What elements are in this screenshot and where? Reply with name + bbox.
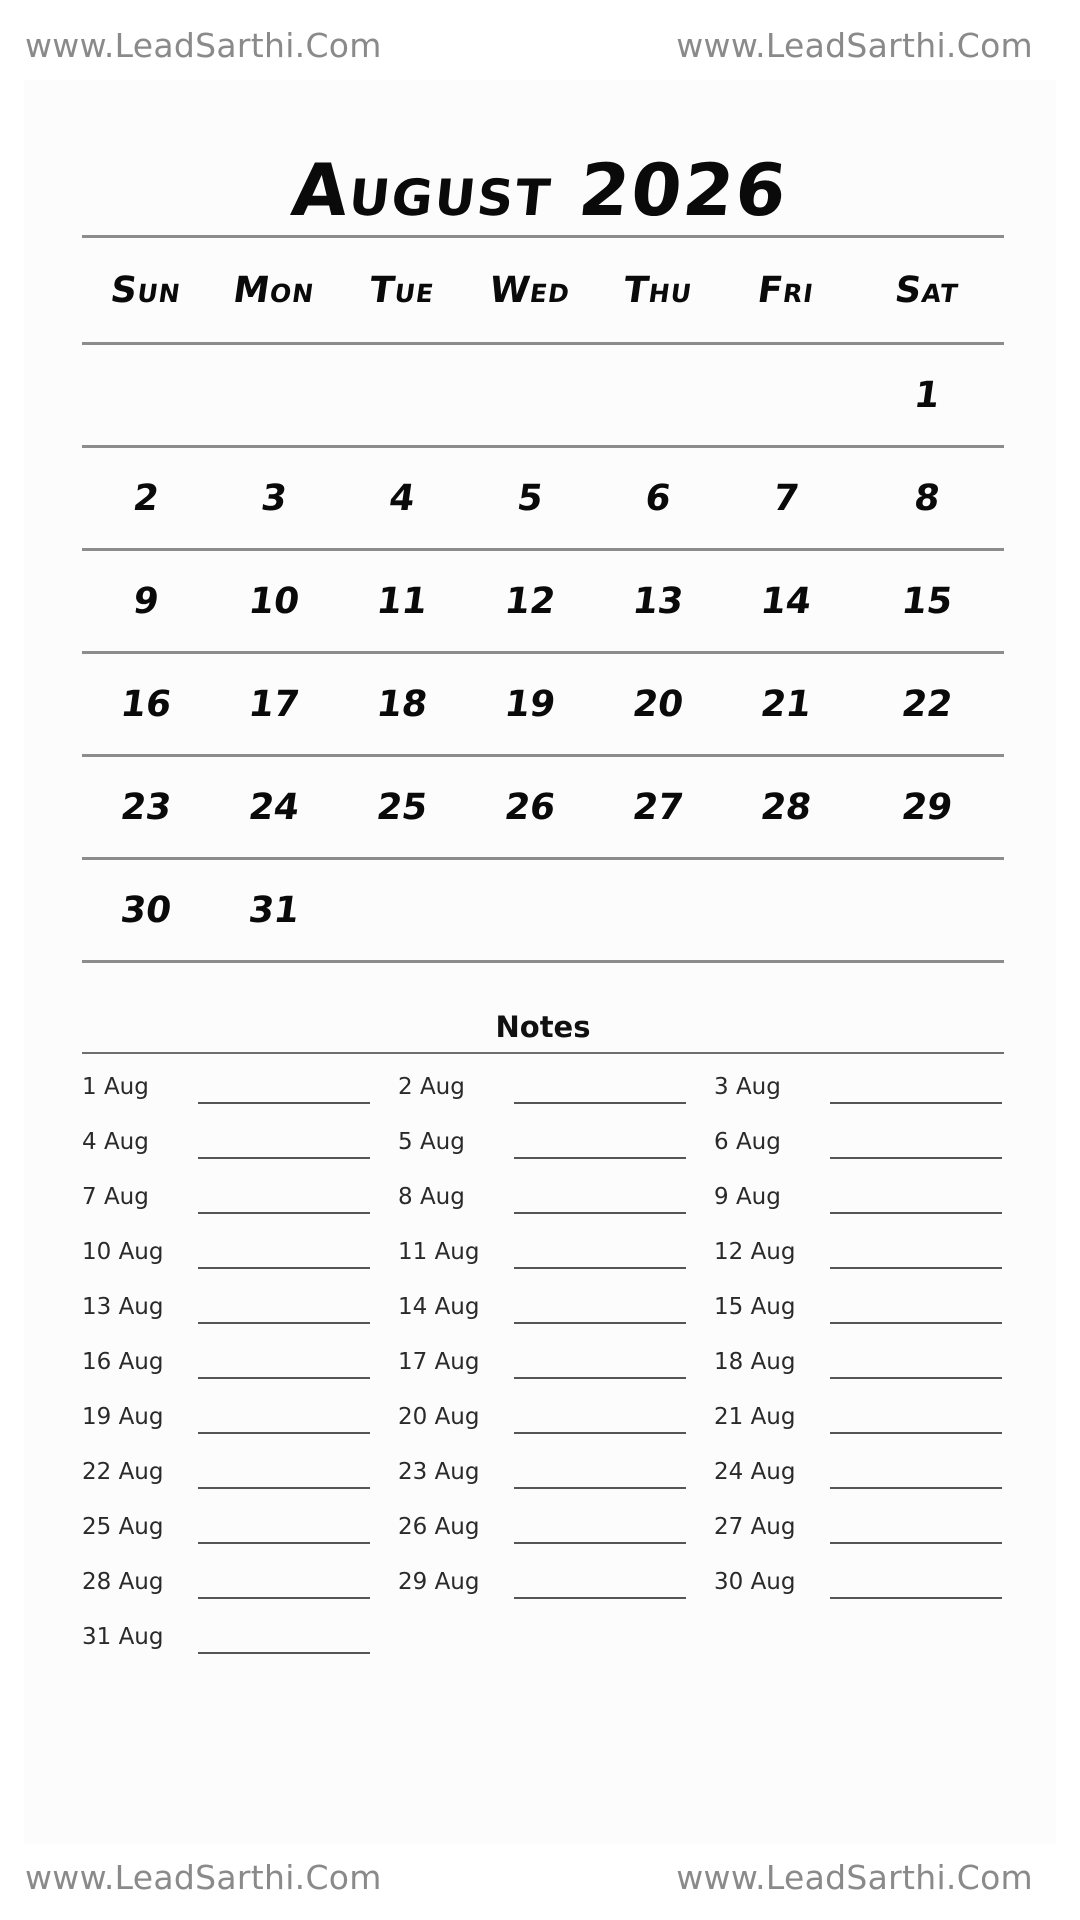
day-cell: 31 [246, 889, 302, 931]
note-write-line[interactable] [198, 1597, 370, 1599]
day-cell: 10 [246, 580, 302, 622]
note-date-label: 30 Aug [714, 1569, 796, 1595]
day-cell: 13 [630, 580, 686, 622]
note-write-line[interactable] [198, 1212, 370, 1214]
note-date-label: 20 Aug [398, 1404, 480, 1430]
weekday-sun: Sun [108, 269, 184, 311]
day-cell: 5 [514, 477, 546, 519]
note-write-line[interactable] [514, 1432, 686, 1434]
note-entry [398, 1345, 698, 1385]
weekday-tue: Tue [366, 269, 438, 311]
week-row-2 [82, 448, 1004, 548]
day-cell: 3 [258, 477, 290, 519]
note-entry [82, 1125, 382, 1165]
note-entry [398, 1455, 698, 1495]
grid-divider [82, 960, 1004, 963]
note-date-label: 31 Aug [82, 1624, 164, 1650]
note-entry [714, 1070, 1014, 1110]
note-write-line[interactable] [514, 1487, 686, 1489]
day-cell: 6 [642, 477, 674, 519]
note-entry [714, 1290, 1014, 1330]
calendar-title: August 2026 [287, 148, 793, 232]
week-row-5 [82, 757, 1004, 857]
note-write-line[interactable] [830, 1487, 1002, 1489]
note-entry [82, 1455, 382, 1495]
weekday-fri: Fri [755, 269, 817, 311]
note-date-label: 23 Aug [398, 1459, 480, 1485]
weekday-thu: Thu [620, 269, 696, 311]
note-write-line[interactable] [830, 1102, 1002, 1104]
note-entry [82, 1290, 382, 1330]
note-write-line[interactable] [514, 1377, 686, 1379]
note-write-line[interactable] [830, 1157, 1002, 1159]
note-date-label: 5 Aug [398, 1129, 465, 1155]
week-row-6 [82, 860, 1004, 960]
day-cell: 18 [374, 683, 430, 725]
note-write-line[interactable] [198, 1102, 370, 1104]
note-entry [714, 1345, 1014, 1385]
note-write-line[interactable] [198, 1432, 370, 1434]
note-write-line[interactable] [830, 1212, 1002, 1214]
note-entry [398, 1125, 698, 1165]
day-cell: 14 [758, 580, 814, 622]
note-entry [398, 1290, 698, 1330]
watermark-top-left: www.LeadSarthi.Com [25, 26, 382, 65]
note-entry [82, 1070, 382, 1110]
note-write-line[interactable] [514, 1322, 686, 1324]
note-write-line[interactable] [514, 1542, 686, 1544]
note-date-label: 17 Aug [398, 1349, 480, 1375]
day-cell: 28 [758, 786, 814, 828]
note-date-label: 26 Aug [398, 1514, 480, 1540]
calendar-grid [82, 235, 1004, 963]
note-write-line[interactable] [830, 1377, 1002, 1379]
day-cell: 26 [502, 786, 558, 828]
weekday-sat: Sat [892, 269, 962, 311]
note-write-line[interactable] [514, 1597, 686, 1599]
day-cell: 24 [246, 786, 302, 828]
note-entry [82, 1565, 382, 1605]
note-date-label: 13 Aug [82, 1294, 164, 1320]
note-entry [714, 1455, 1014, 1495]
day-cell: 9 [130, 580, 162, 622]
day-cell: 15 [899, 580, 955, 622]
note-entry [82, 1180, 382, 1220]
watermark-bottom-left: www.LeadSarthi.Com [25, 1858, 382, 1897]
day-cell: 19 [502, 683, 558, 725]
note-entry [714, 1235, 1014, 1275]
note-write-line[interactable] [198, 1157, 370, 1159]
week-row-4 [82, 654, 1004, 754]
note-entry [398, 1565, 698, 1605]
weekday-wed: Wed [486, 269, 574, 311]
notes-title: Notes [495, 1010, 591, 1044]
note-entry [714, 1565, 1014, 1605]
note-write-line[interactable] [198, 1487, 370, 1489]
note-entry [714, 1180, 1014, 1220]
note-entry [82, 1510, 382, 1550]
note-write-line[interactable] [830, 1322, 1002, 1324]
week-row-3 [82, 551, 1004, 651]
note-entry [714, 1400, 1014, 1440]
day-cell: 22 [899, 683, 955, 725]
note-date-label: 10 Aug [82, 1239, 164, 1265]
note-entry [398, 1400, 698, 1440]
note-date-label: 1 Aug [82, 1074, 149, 1100]
day-cell: 29 [899, 786, 955, 828]
day-cell: 17 [246, 683, 302, 725]
note-write-line[interactable] [198, 1377, 370, 1379]
day-cell: 12 [502, 580, 558, 622]
note-write-line[interactable] [514, 1157, 686, 1159]
note-write-line[interactable] [514, 1212, 686, 1214]
day-cell: 16 [118, 683, 174, 725]
note-date-label: 29 Aug [398, 1569, 480, 1595]
weekday-header-row [82, 238, 1004, 342]
note-entry [82, 1620, 382, 1660]
note-date-label: 3 Aug [714, 1074, 781, 1100]
note-date-label: 21 Aug [714, 1404, 796, 1430]
note-date-label: 24 Aug [714, 1459, 796, 1485]
note-write-line[interactable] [830, 1432, 1002, 1434]
calendar-sheet [24, 80, 1056, 1844]
note-write-line[interactable] [514, 1267, 686, 1269]
day-cell: 20 [630, 683, 686, 725]
note-entry [398, 1070, 698, 1110]
day-cell: 1 [911, 374, 943, 416]
day-cell: 8 [911, 477, 943, 519]
note-date-label: 19 Aug [82, 1404, 164, 1430]
note-date-label: 9 Aug [714, 1184, 781, 1210]
note-entry [398, 1235, 698, 1275]
note-write-line[interactable] [198, 1267, 370, 1269]
day-cell: 7 [770, 477, 802, 519]
note-date-label: 6 Aug [714, 1129, 781, 1155]
note-date-label: 28 Aug [82, 1569, 164, 1595]
note-date-label: 4 Aug [82, 1129, 149, 1155]
note-date-label: 14 Aug [398, 1294, 480, 1320]
watermark-top-right: www.LeadSarthi.Com [676, 26, 1033, 65]
day-cell: 4 [386, 477, 418, 519]
note-entry [714, 1125, 1014, 1165]
note-write-line[interactable] [198, 1542, 370, 1544]
note-date-label: 8 Aug [398, 1184, 465, 1210]
day-cell: 11 [374, 580, 430, 622]
note-entry [714, 1510, 1014, 1550]
note-entry [82, 1345, 382, 1385]
note-date-label: 16 Aug [82, 1349, 164, 1375]
note-entry [398, 1510, 698, 1550]
note-write-line[interactable] [198, 1652, 370, 1654]
note-entry [82, 1400, 382, 1440]
note-date-label: 22 Aug [82, 1459, 164, 1485]
note-date-label: 27 Aug [714, 1514, 796, 1540]
note-write-line[interactable] [198, 1322, 370, 1324]
note-date-label: 7 Aug [82, 1184, 149, 1210]
note-date-label: 25 Aug [82, 1514, 164, 1540]
week-row-1 [82, 345, 1004, 445]
note-write-line[interactable] [830, 1267, 1002, 1269]
day-cell: 23 [118, 786, 174, 828]
day-cell: 2 [130, 477, 162, 519]
notes-divider [82, 1052, 1004, 1054]
weekday-mon: Mon [230, 269, 318, 311]
note-date-label: 2 Aug [398, 1074, 465, 1100]
notes-section [82, 1008, 1004, 1650]
note-date-label: 15 Aug [714, 1294, 796, 1320]
note-write-line[interactable] [830, 1597, 1002, 1599]
note-date-label: 12 Aug [714, 1239, 796, 1265]
day-cell: 21 [758, 683, 814, 725]
note-write-line[interactable] [830, 1542, 1002, 1544]
note-entry [82, 1235, 382, 1275]
note-date-label: 11 Aug [398, 1239, 480, 1265]
watermark-bottom-right: www.LeadSarthi.Com [676, 1858, 1033, 1897]
note-entry [398, 1180, 698, 1220]
day-cell: 25 [374, 786, 430, 828]
day-cell: 27 [630, 786, 686, 828]
day-cell: 30 [118, 889, 174, 931]
note-date-label: 18 Aug [714, 1349, 796, 1375]
note-write-line[interactable] [514, 1102, 686, 1104]
